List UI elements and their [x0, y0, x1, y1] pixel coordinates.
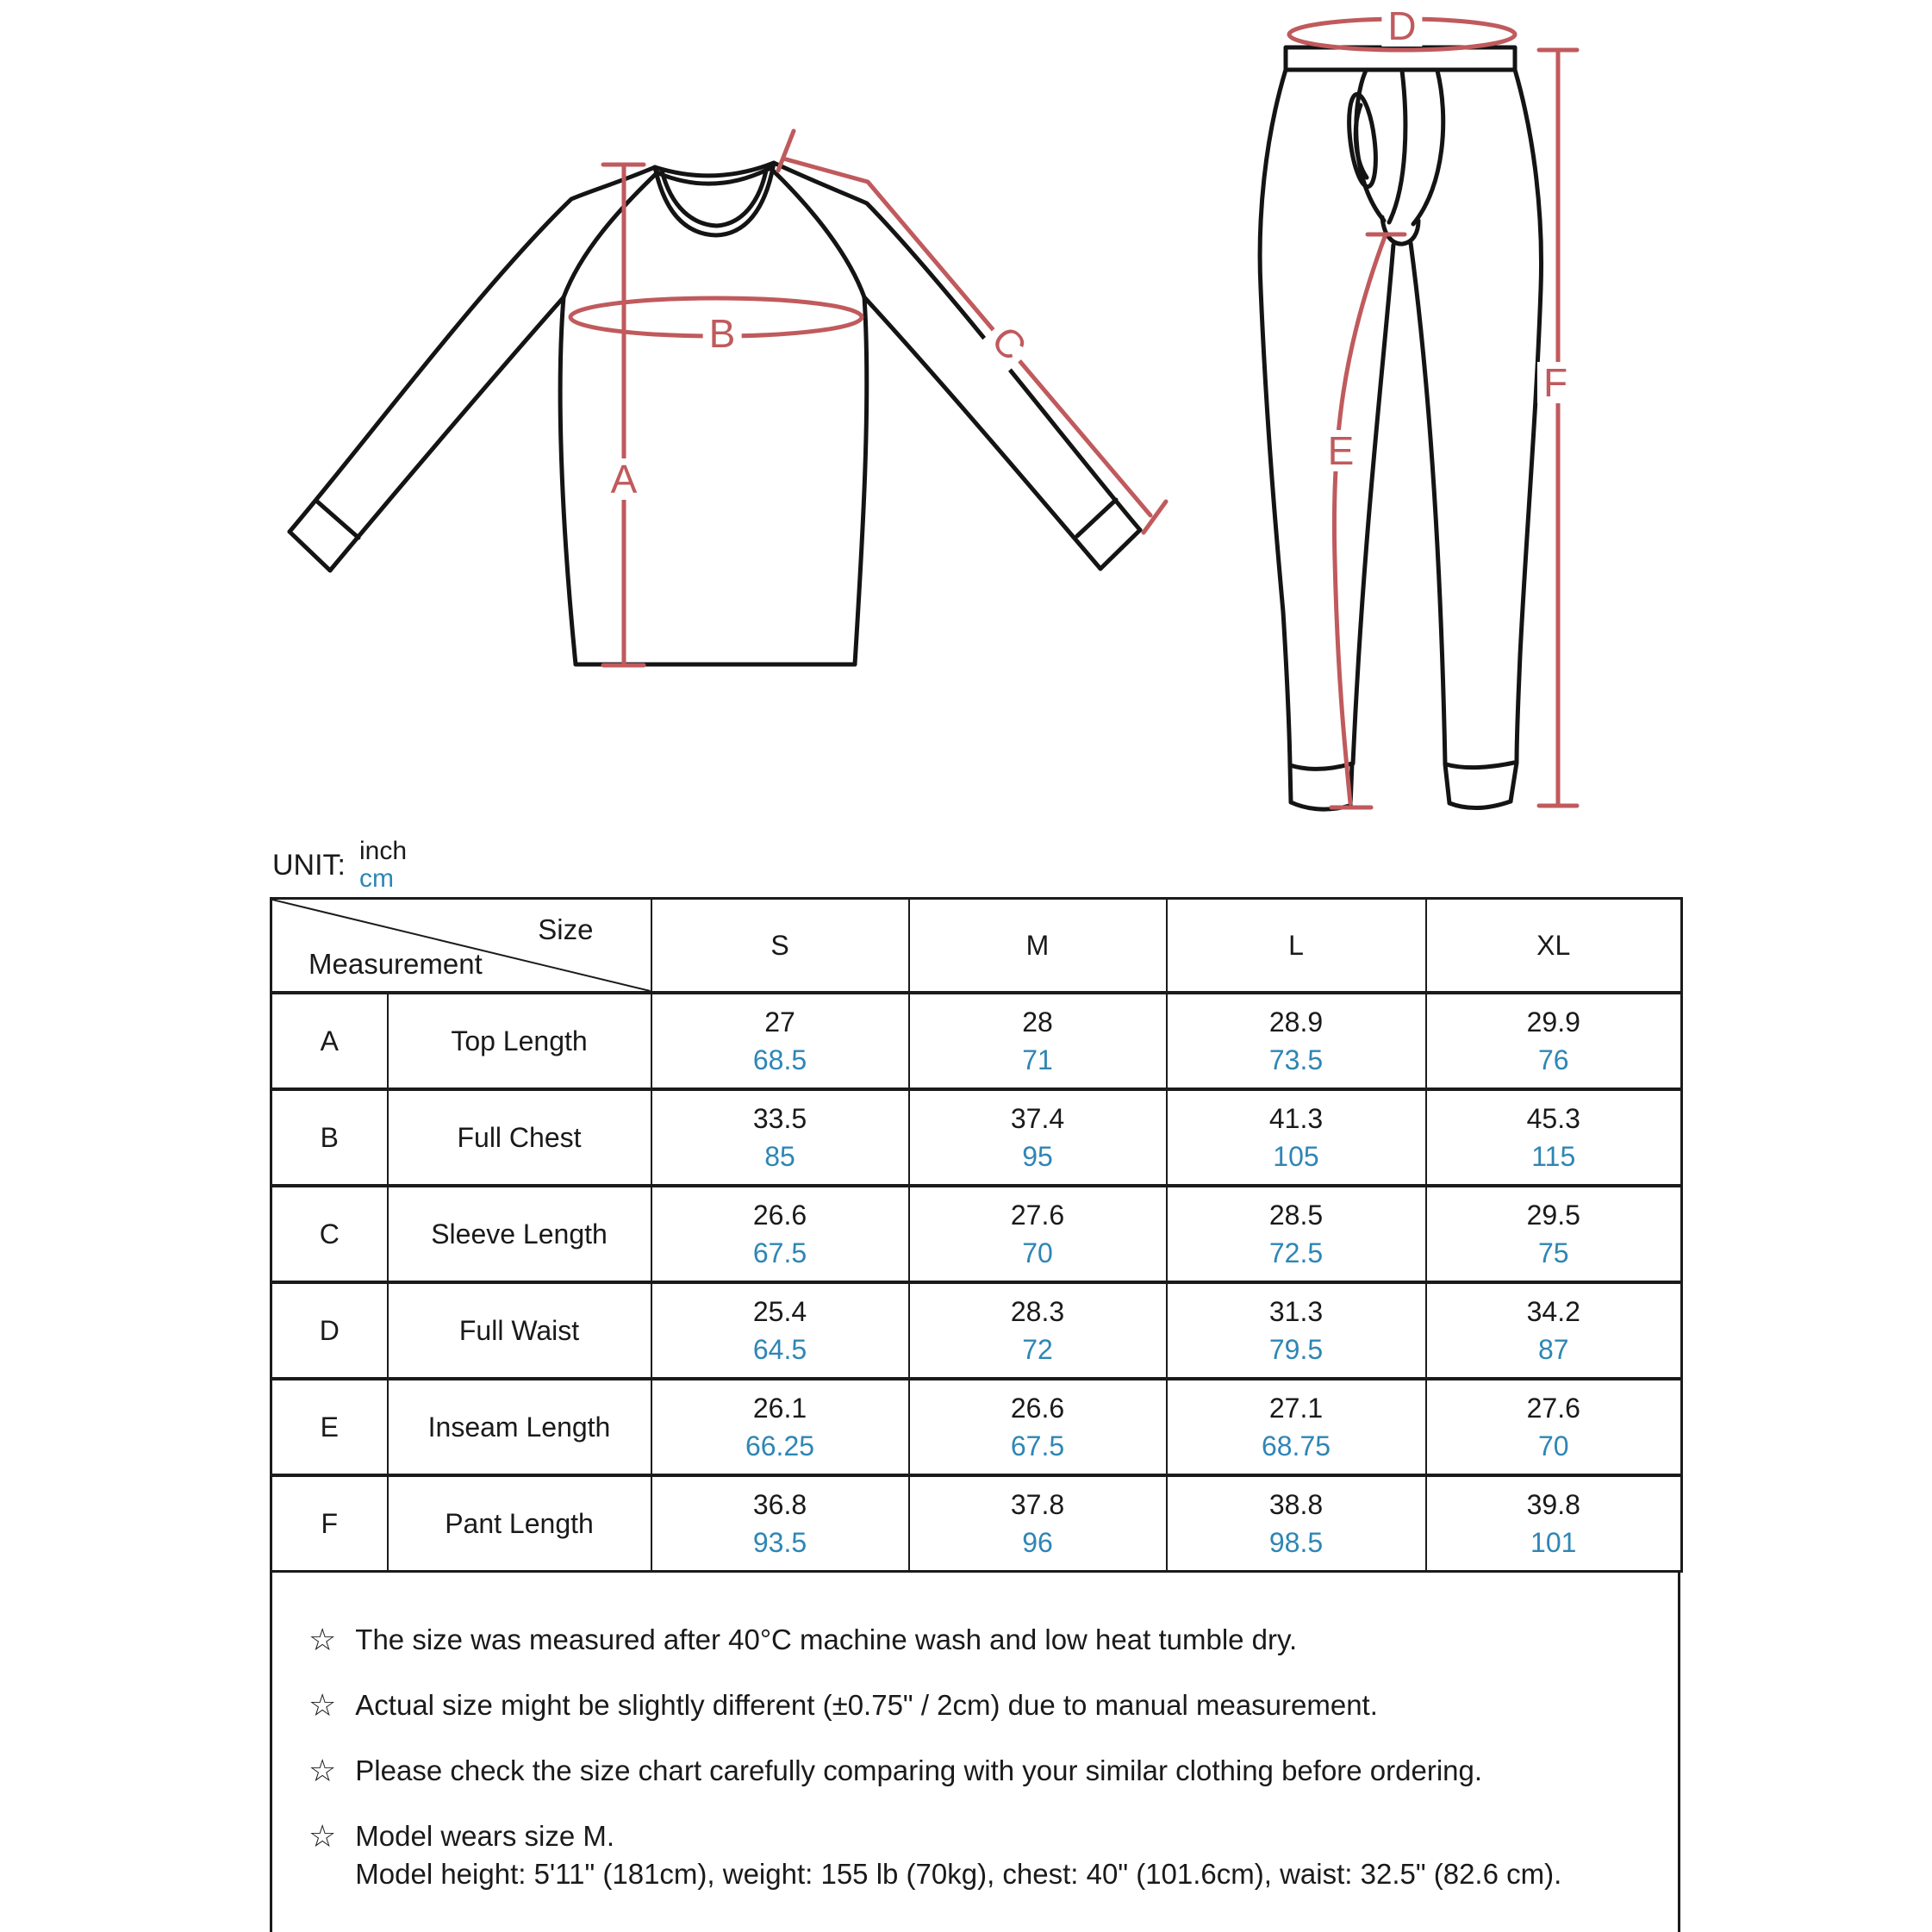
- measurement-label-c: C: [980, 314, 1038, 371]
- value-inch: 29.9: [1526, 1007, 1580, 1038]
- notes-section: [270, 1573, 1680, 1932]
- value-cm: 115: [1531, 1141, 1576, 1172]
- value-inch: 41.3: [1268, 1103, 1324, 1134]
- note-text: [355, 1686, 1378, 1724]
- size-table-body: [271, 993, 1682, 1572]
- value-cm: 66.25: [745, 1430, 815, 1461]
- value-cm: 72.5: [1268, 1237, 1324, 1268]
- unit-label: UNIT:: [272, 848, 346, 882]
- note-line: The size was measured after 40°C machine wash and low heat tumble dry.: [355, 1624, 1298, 1655]
- value-cm: 76: [1537, 1044, 1569, 1075]
- value-cm: 67.5: [1010, 1430, 1065, 1461]
- cell-value: [1167, 1089, 1426, 1186]
- cell-value: [909, 1379, 1167, 1475]
- note-item: [308, 1621, 1643, 1659]
- value-inch: 28: [1022, 1007, 1053, 1038]
- note-text: [355, 1752, 1482, 1790]
- column-header-xl: XL: [1426, 899, 1682, 994]
- unit-cm: cm: [359, 864, 394, 893]
- cell-value: [1426, 1282, 1682, 1379]
- cell-value: [1167, 1282, 1426, 1379]
- value-cm: 64.5: [752, 1334, 807, 1365]
- cell-value: [651, 1379, 909, 1475]
- size-measurement-corner-cell: [271, 899, 651, 994]
- note-text: [355, 1817, 1561, 1893]
- value-inch: 27.6: [1010, 1200, 1065, 1231]
- value-cm: 68.75: [1261, 1430, 1331, 1461]
- cell-value: [1167, 1379, 1426, 1475]
- cell-value: [909, 1089, 1167, 1186]
- unit-indicator: [272, 838, 407, 893]
- cell-measurement-name: Full Chest: [388, 1089, 651, 1186]
- value-inch: 25.4: [752, 1296, 807, 1327]
- garment-measurement-diagram: [0, 0, 1932, 862]
- cell-measurement-name: Inseam Length: [388, 1379, 651, 1475]
- value-cm: 85: [764, 1141, 795, 1172]
- measurement-label-e: E: [1322, 430, 1361, 471]
- value-inch: 26.6: [752, 1200, 807, 1231]
- cell-measurement-name: Pant Length: [388, 1475, 651, 1572]
- value-inch: 34.2: [1526, 1296, 1580, 1327]
- value-cm: 70: [1022, 1237, 1053, 1268]
- value-inch: 27: [764, 1007, 795, 1038]
- cell-value: [1426, 1379, 1682, 1475]
- value-inch: 37.8: [1010, 1489, 1065, 1520]
- value-inch: 36.8: [752, 1489, 807, 1520]
- cell-value: [1426, 1186, 1682, 1282]
- cell-measurement-name: Top Length: [388, 993, 651, 1089]
- value-cm: 93.5: [752, 1527, 807, 1558]
- star-bullet-icon: ☆: [308, 1818, 337, 1854]
- table-row: [271, 1475, 1682, 1572]
- cell-value: [1426, 993, 1682, 1089]
- value-inch: 28.5: [1268, 1200, 1324, 1231]
- cell-value: [651, 1186, 909, 1282]
- value-inch: 26.1: [752, 1393, 807, 1424]
- value-inch: 29.5: [1526, 1200, 1580, 1231]
- cell-value: [651, 1089, 909, 1186]
- cell-value: [909, 993, 1167, 1089]
- cell-measurement-name: Sleeve Length: [388, 1186, 651, 1282]
- cell-value: [1167, 1186, 1426, 1282]
- garment-outline-drawing-icon: [0, 0, 1932, 862]
- value-inch: 38.8: [1268, 1489, 1324, 1520]
- value-cm: 72: [1022, 1334, 1053, 1365]
- cell-value: [1426, 1089, 1682, 1186]
- value-inch: 39.8: [1526, 1489, 1580, 1520]
- note-line: Please check the size chart carefully comparing with your similar clothing before ordering.: [355, 1754, 1483, 1786]
- value-inch: 27.6: [1526, 1393, 1580, 1424]
- note-item: [308, 1817, 1643, 1893]
- value-cm: 87: [1537, 1334, 1569, 1365]
- star-bullet-icon: ☆: [308, 1753, 337, 1788]
- cell-value: [651, 1475, 909, 1572]
- cell-letter: E: [271, 1379, 388, 1475]
- size-chart-section: [270, 897, 1680, 1932]
- value-cm: 73.5: [1268, 1044, 1324, 1075]
- table-row: [271, 1089, 1682, 1186]
- note-item: [308, 1752, 1643, 1790]
- value-cm: 71: [1022, 1044, 1053, 1075]
- value-inch: 45.3: [1526, 1103, 1580, 1134]
- corner-measurement-label: Measurement: [308, 948, 483, 980]
- value-inch: 31.3: [1268, 1296, 1324, 1327]
- measurement-label-d: D: [1381, 5, 1422, 47]
- value-cm: 68.5: [752, 1044, 807, 1075]
- value-cm: 67.5: [752, 1237, 807, 1268]
- cell-letter: A: [271, 993, 388, 1089]
- cell-letter: D: [271, 1282, 388, 1379]
- cell-value: [909, 1282, 1167, 1379]
- value-inch: 27.1: [1268, 1393, 1324, 1424]
- value-cm: 98.5: [1268, 1527, 1324, 1558]
- note-text: [355, 1621, 1297, 1659]
- column-header-s: S: [651, 899, 909, 994]
- value-inch: 37.4: [1010, 1103, 1065, 1134]
- note-line: Model height: 5'11" (181cm), weight: 155 lb (70kg), chest: 40" (101.6cm), waist: 32.5" (82.6 cm).: [355, 1858, 1562, 1890]
- value-cm: 101: [1530, 1527, 1577, 1558]
- table-row: [271, 1282, 1682, 1379]
- corner-size-label: Size: [538, 913, 594, 945]
- cell-letter: F: [271, 1475, 388, 1572]
- cell-value: [651, 993, 909, 1089]
- size-table-header-row: [271, 899, 1682, 994]
- table-row: [271, 1379, 1682, 1475]
- table-row: [271, 1186, 1682, 1282]
- unit-inch: inch: [359, 837, 408, 865]
- value-cm: 105: [1273, 1141, 1319, 1172]
- cell-measurement-name: Full Waist: [388, 1282, 651, 1379]
- cell-value: [909, 1186, 1167, 1282]
- measurement-label-f: F: [1537, 362, 1574, 403]
- cell-letter: B: [271, 1089, 388, 1186]
- table-row: [271, 993, 1682, 1089]
- value-inch: 28.9: [1268, 1007, 1324, 1038]
- value-cm: 75: [1537, 1237, 1569, 1268]
- star-bullet-icon: ☆: [308, 1622, 337, 1657]
- cell-value: [1167, 1475, 1426, 1572]
- value-inch: 33.5: [752, 1103, 807, 1134]
- cell-value: [909, 1475, 1167, 1572]
- column-header-l: L: [1167, 899, 1426, 994]
- measurement-label-a: A: [605, 458, 644, 500]
- value-cm: 79.5: [1268, 1334, 1324, 1365]
- cell-value: [651, 1282, 909, 1379]
- cell-value: [1426, 1475, 1682, 1572]
- value-cm: 95: [1022, 1141, 1053, 1172]
- measurement-label-b: B: [703, 313, 742, 354]
- value-inch: 26.6: [1010, 1393, 1065, 1424]
- column-header-m: M: [909, 899, 1167, 994]
- note-line: Model wears size M.: [355, 1820, 615, 1852]
- note-item: [308, 1686, 1643, 1724]
- value-inch: 28.3: [1010, 1296, 1065, 1327]
- value-cm: 70: [1537, 1430, 1569, 1461]
- star-bullet-icon: ☆: [308, 1687, 337, 1723]
- size-table: [270, 897, 1683, 1573]
- note-line: Actual size might be slightly different (±0.75" / 2cm) due to manual measurement.: [355, 1689, 1378, 1721]
- value-cm: 96: [1022, 1527, 1053, 1558]
- cell-value: [1167, 993, 1426, 1089]
- cell-letter: C: [271, 1186, 388, 1282]
